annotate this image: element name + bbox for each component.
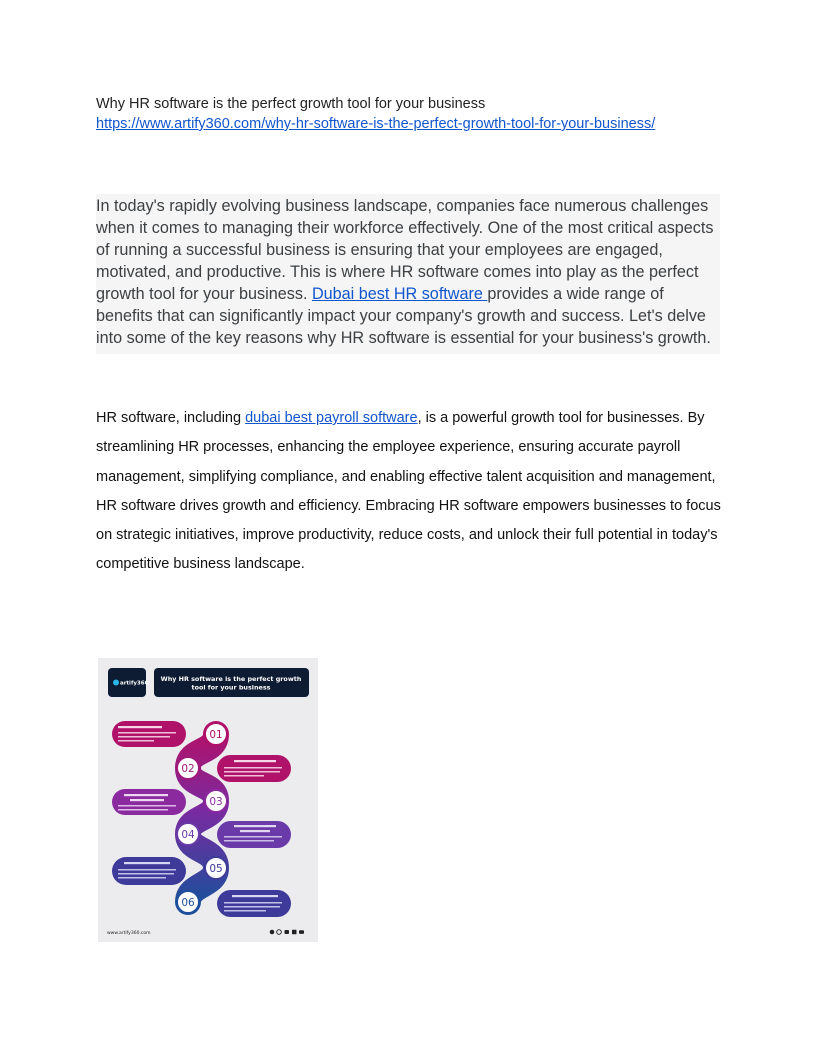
infographic-footer-url: www.artify360.com: [107, 931, 151, 936]
infographic-title-line2: tool for your business: [191, 683, 271, 692]
infographic-image: [98, 658, 318, 942]
twitter-icon: [285, 930, 290, 934]
infographic-title-line1: Why HR software is the perfect growth: [160, 675, 302, 683]
intro-paragraph: [96, 194, 720, 354]
summary-text-end: , is a powerful growth tool for businesses. By streamlining HR processes, enhancing the employee experience, ensuring accurate payroll management, simplifying compliance, and enabling effective talent acquisition and management, HR software drives growth and efficiency. Embracing HR software empowers businesses to focus on strategic initiatives, improve productivity, reduce costs, and unlock their full potential in today's competitive business landscape.: [96, 410, 721, 573]
step-number-06: 06: [181, 897, 195, 909]
info-pill-5: [112, 857, 186, 885]
logo-mark-icon: [113, 680, 119, 686]
step-number-02: 02: [181, 763, 195, 775]
linkedin-icon: [292, 930, 297, 935]
document-title: Why HR software is the perfect growth tool for your business: [96, 96, 486, 112]
summary-paragraph: [96, 404, 722, 580]
summary-text-start: HR software, including: [96, 410, 246, 426]
instagram-icon: [277, 930, 282, 935]
step-number-04: 04: [181, 829, 195, 841]
info-pill-1: [112, 721, 186, 747]
step-number-01: 01: [209, 729, 223, 741]
social-icons-row: [270, 930, 304, 935]
step-number-03: 03: [209, 796, 223, 808]
info-pill-3: [112, 789, 186, 815]
infographic-logo-text: artify360: [120, 680, 149, 687]
payroll-software-link[interactable]: dubai best payroll software: [245, 410, 418, 426]
intro-text-end: provides a wide range of benefits that can significantly impact your company's growth and success. Let's delve into some of the key reasons why HR software is essential for your business's growth.: [96, 285, 711, 347]
step-number-05: 05: [209, 863, 223, 875]
source-url-link[interactable]: https://www.artify360.com/why-hr-software-is-the-perfect-growth-tool-for-your-business/: [96, 116, 656, 132]
facebook-icon: [270, 930, 275, 935]
source-url-line: [96, 116, 655, 132]
dubai-hr-software-link[interactable]: Dubai best HR software: [311, 285, 488, 303]
youtube-icon: [299, 930, 304, 934]
intro-text-start: In today's rapidly evolving business landscape, companies face numerous challenges when it comes to managing their workforce effectively. One of the most critical aspects of running a successful business is ensuring that your employees are engaged, motivated, and productive. This is where HR software comes into play as the perfect growth tool for your business.: [96, 197, 714, 303]
